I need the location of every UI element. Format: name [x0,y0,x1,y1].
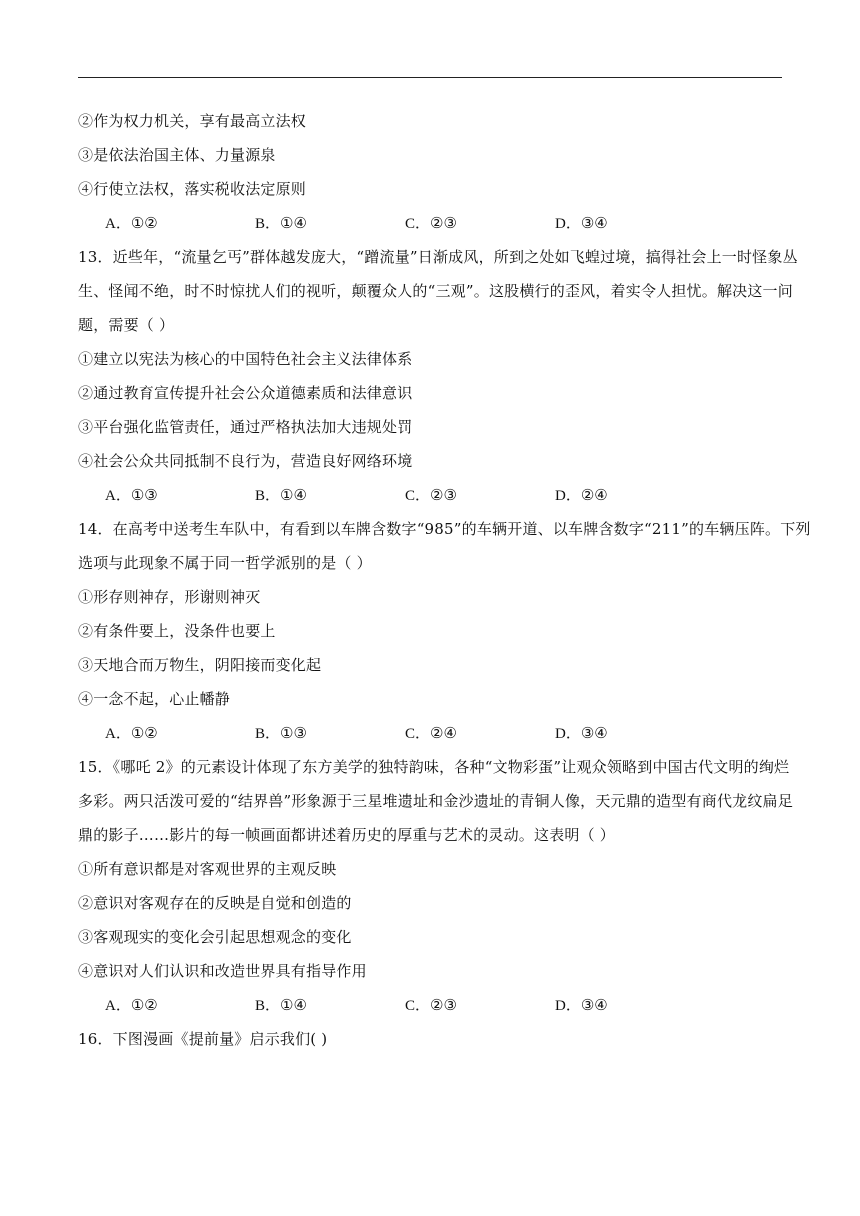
q15-item-2: ②意识对客观存在的反映是自觉和创造的 [78,894,352,912]
q14-option-a: A．①② [105,724,158,742]
q14-options [78,716,786,750]
q12-option-c: C．②③ [405,214,457,232]
q14-option-b: B．①③ [255,724,307,742]
q14-stem-line-2: 选项与此现象不属于同一哲学派别的是（ ） [78,554,372,572]
q15-item-3: ③客观现实的变化会引起思想观念的变化 [78,928,352,946]
q13-item-2: ②通过教育宣传提升社会公众道德素质和法律意识 [78,384,413,402]
q15-stem-line-1: 15．《哪吒 2》的元素设计体现了东方美学的独特韵味，各种“文物彩蛋”让观众领略到中国古代文明的绚烂 [78,758,790,776]
q15-option-a: A．①② [105,996,158,1014]
q12-option-b: B．①④ [255,214,307,232]
q13-option-c: C．②③ [405,486,457,504]
q13-stem-line-2: 生、怪闻不绝，时不时惊扰人们的视听，颠覆众人的“三观”。这股横行的歪风，着实令人担忧。解决这一问 [78,282,793,300]
q15-option-c: C．②③ [405,996,457,1014]
q12-item-2: ②作为权力机关，享有最高立法权 [78,112,307,130]
q14-option-d: D．③④ [555,724,608,742]
q15-option-d: D．③④ [555,996,608,1014]
question-14 [78,512,811,750]
q14-item-1: ①形存则神存，形谢则神灭 [78,588,261,606]
q13-option-b: B．①④ [255,486,307,504]
q14-option-c: C．②④ [405,724,457,742]
q13-option-d: D．②④ [555,486,608,504]
q12-item-4: ④行使立法权，落实税收法定原则 [78,180,307,198]
q13-item-1: ①建立以宪法为核心的中国特色社会主义法律体系 [78,350,413,368]
q14-item-3: ③天地合而万物生，阴阳接而变化起 [78,656,322,674]
question-13 [78,240,798,512]
q13-item-3: ③平台强化监管责任，通过严格执法加大违规处罚 [78,418,413,436]
header-rule [78,77,782,78]
q15-options [78,988,786,1022]
q14-item-4: ④一念不起，心止幡静 [78,690,231,708]
q15-option-b: B．①④ [255,996,307,1014]
question-12 [78,104,786,240]
q16-stem-line-1: 16．下图漫画《提前量》启示我们( ) [78,1030,328,1048]
document-body [78,104,811,1056]
question-16 [78,1022,786,1056]
q12-option-d: D．③④ [555,214,608,232]
q12-item-3: ③是依法治国主体、力量源泉 [78,146,276,164]
q12-options [78,206,786,240]
q15-stem-line-3: 鼎的影子……影片的每一帧画面都讲述着历史的厚重与艺术的灵动。这表明（ ） [78,826,615,844]
q13-stem-line-3: 题，需要（ ） [78,316,175,334]
q15-item-4: ④意识对人们认识和改造世界具有指导作用 [78,962,367,980]
q13-stem-line-1: 13．近些年，“流量乞丐”群体越发庞大，“蹭流量”日渐成风，所到之处如飞蝗过境，搞得社会上一时怪象丛 [78,248,798,266]
q14-stem-line-1: 14．在高考中送考生车队中，有看到以车牌含数字“985”的车辆开道、以车牌含数字“211”的车辆压阵。下列 [78,520,811,538]
q12-option-a: A．①② [105,214,158,232]
q13-item-4: ④社会公众共同抵制不良行为，营造良好网络环境 [78,452,413,470]
q13-option-a: A．①③ [105,486,158,504]
q15-item-1: ①所有意识都是对客观世界的主观反映 [78,860,337,878]
q15-stem-line-2: 多彩。两只活泼可爱的“结界兽”形象源于三星堆遗址和金沙遗址的青铜人像，天元鼎的造型有商代龙纹扁足 [78,792,793,810]
question-15 [78,750,793,1022]
q14-item-2: ②有条件要上，没条件也要上 [78,622,276,640]
q13-options [78,478,786,512]
